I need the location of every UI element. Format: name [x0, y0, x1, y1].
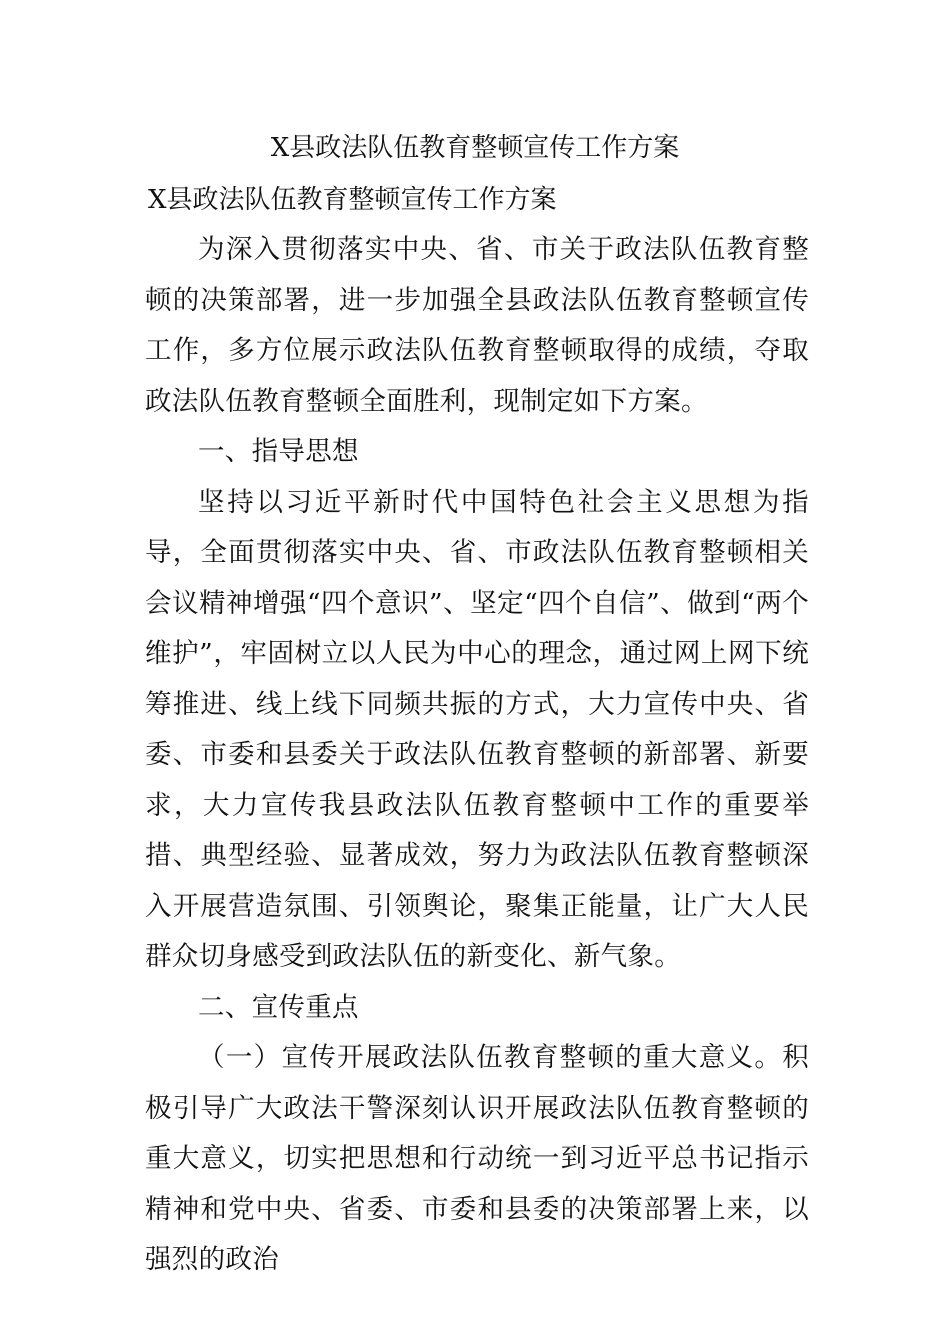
intro-paragraph: 为深入贯彻落实中央、省、市关于政法队伍教育整顿的决策部署，进一步加强全县政法队伍教育整顿宣传工作，多方位展示政法队伍教育整顿取得的成绩，夺取政法队伍教育整顿全面胜利，现制定如下方案。	[145, 234, 809, 417]
document-subtitle: X县政法队伍教育整顿宣传工作方案	[148, 185, 557, 215]
document-title: X县政法队伍教育整顿宣传工作方案	[270, 133, 680, 163]
guiding-ideology-paragraph: 坚持以习近平新时代中国特色社会主义思想为指导，全面贯彻落实中央、省、市政法队伍教育整顿相关会议精神增强“四个意识”、坚定“四个自信”、做到“两个维护”，牢固树立以人民为中心的理念，通过网上网下统筹推进、线上线下同频共振的方式，大力宣传中央、省委、市委和县委关于政法队伍教育整顿的新部署、新要求，大力宣传我县政法队伍教育整顿中工作的重要举措、典型经验、显著成效，努力为政法队伍教育整顿深入开展营造氛围、引领舆论，聚集正能量，让广大人民群众切身感受到政法队伍的新变化、新气象。	[145, 486, 810, 972]
publicity-focus-item-1: （一）宣传开展政法队伍教育整顿的重大意义。积极引导广大政法干警深刻认识开展政法队伍教育整顿的重大意义，切实把思想和行动统一到习近平总书记指示精神和党中央、省委、市委和县委的决策部署上来，以强烈的政治	[145, 1042, 809, 1275]
document-body	[145, 225, 809, 1286]
section-heading-publicity-focus: 二、宣传重点	[198, 991, 359, 1023]
section-heading-guiding-ideology: 一、指导思想	[198, 436, 359, 467]
